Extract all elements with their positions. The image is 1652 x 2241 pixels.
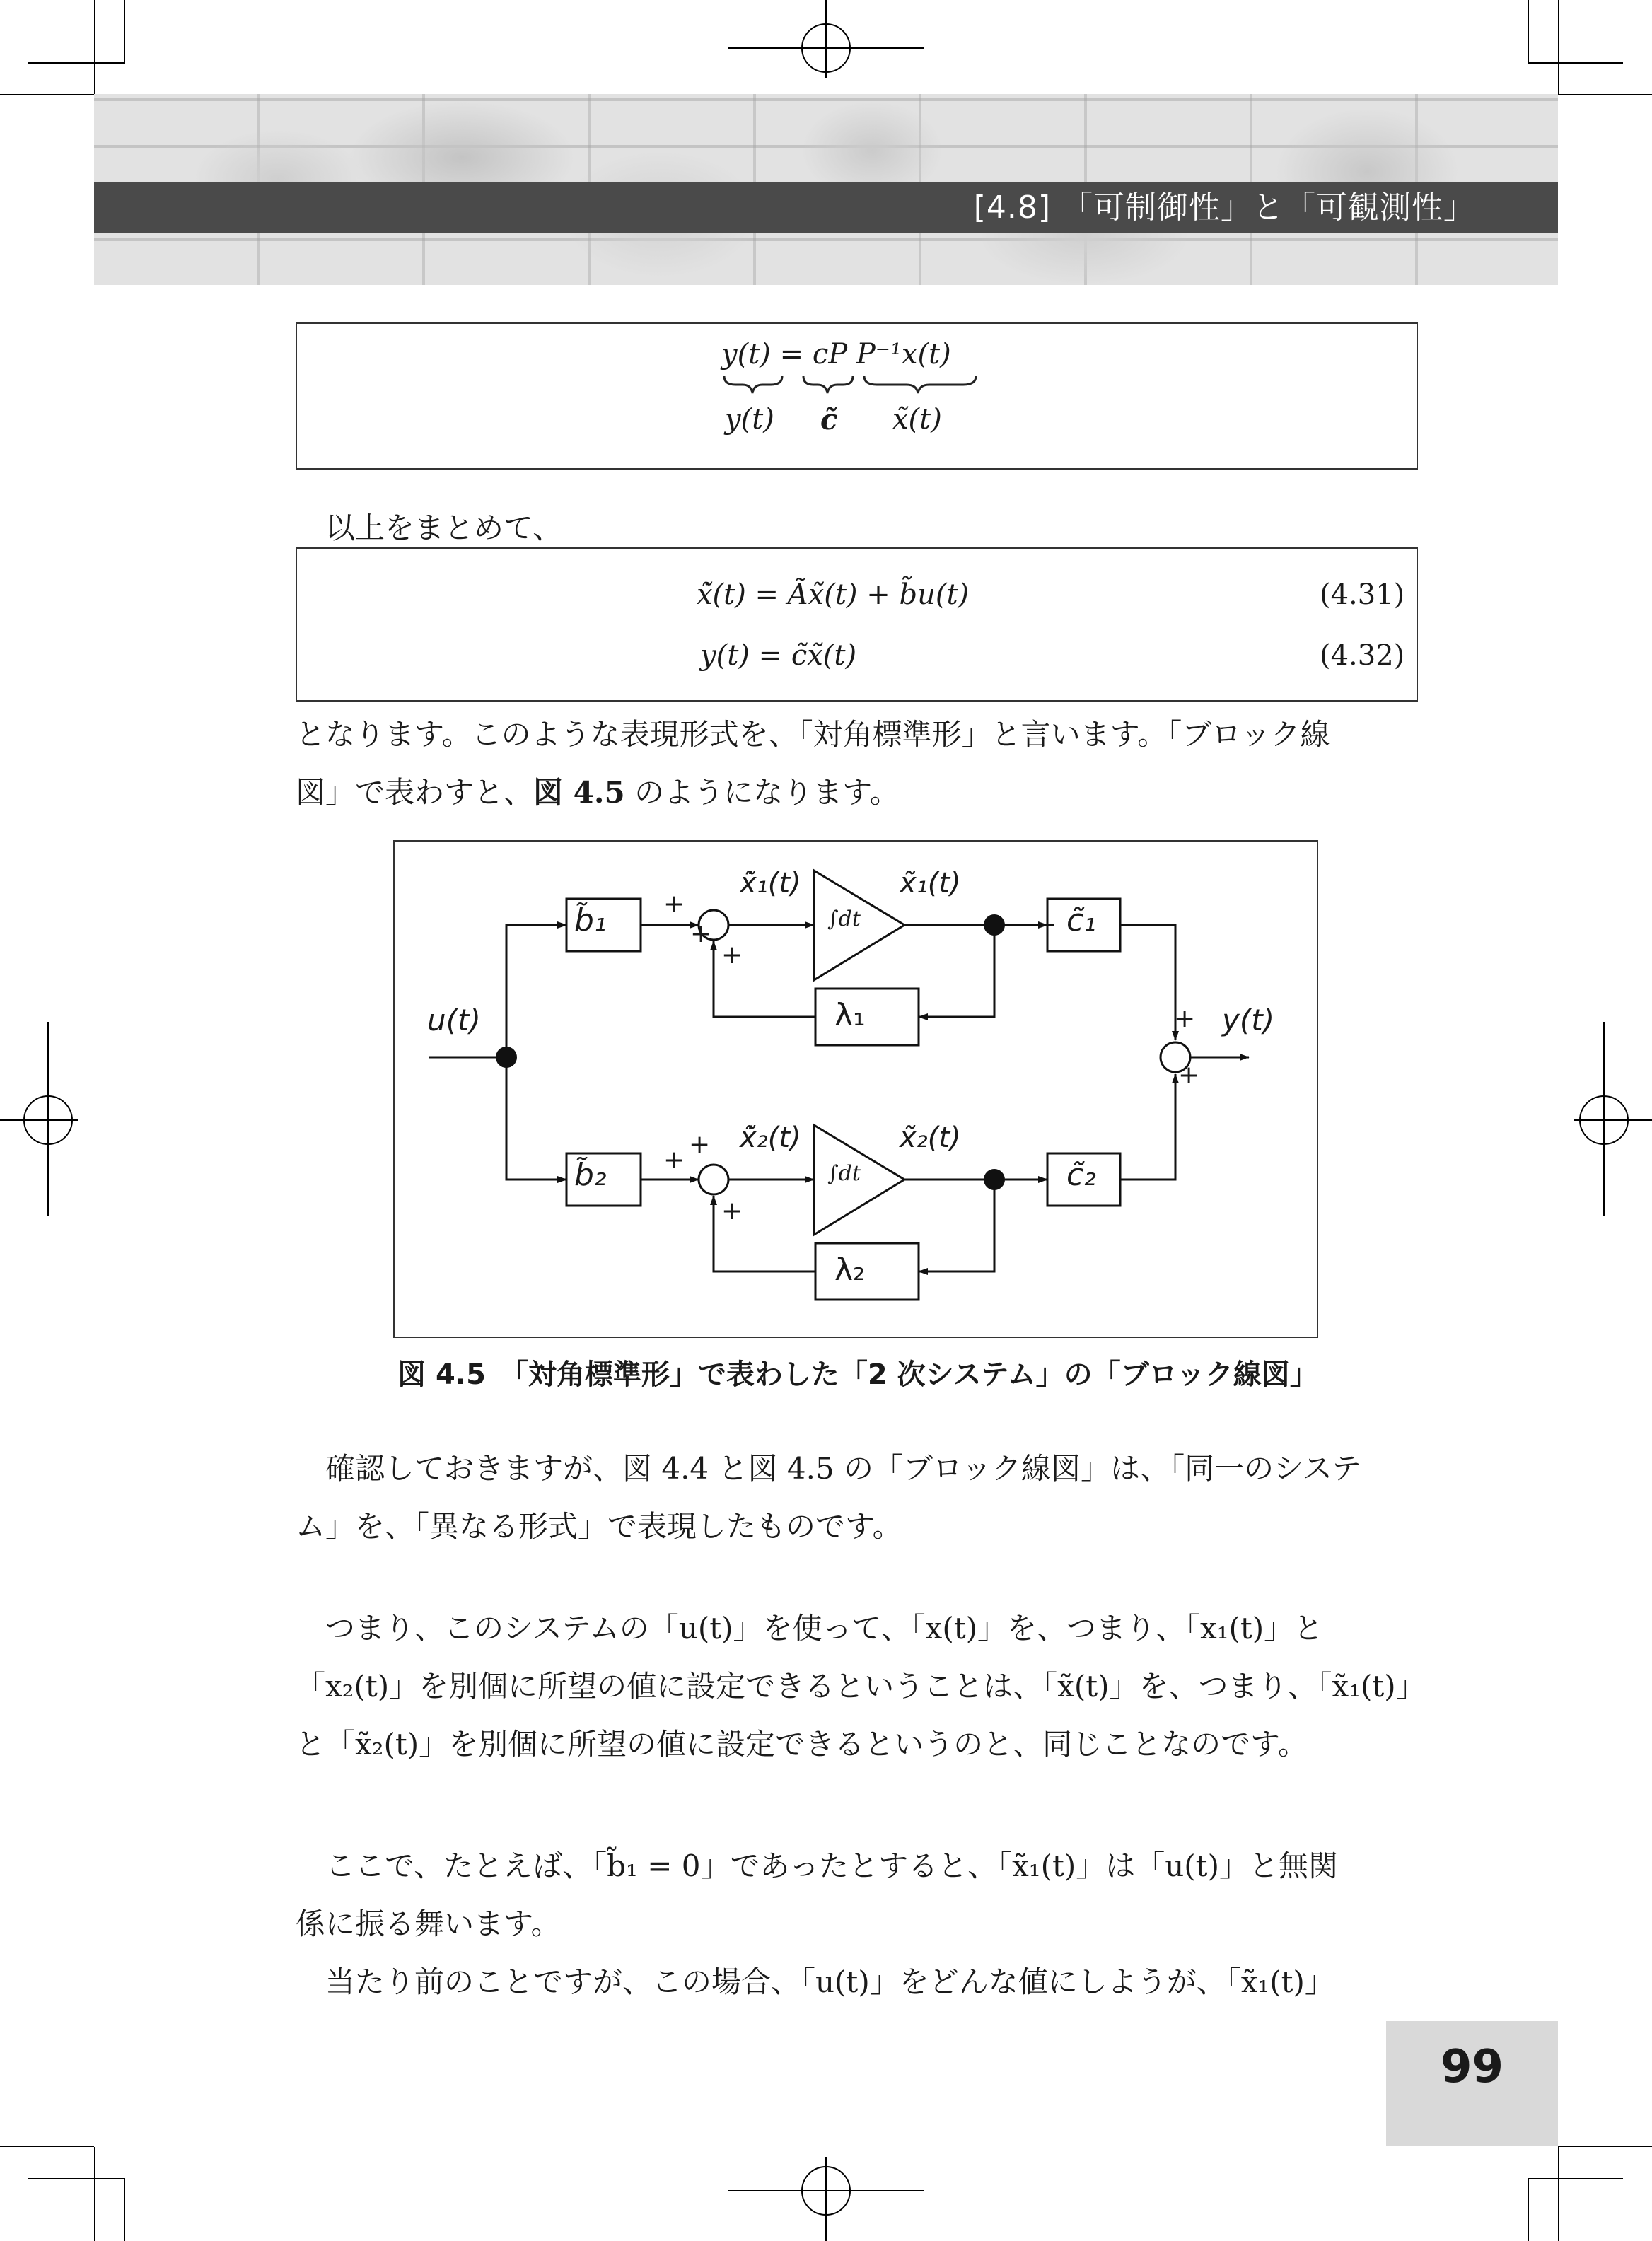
- paragraph-line: と「x̃₂(t)」を別個に所望の値に設定できるというのと、同じことなのです。: [296, 1727, 1308, 1762]
- paragraph-line: [296, 764, 1420, 822]
- label-c1: c̃₁: [1066, 902, 1096, 938]
- c1-to-output-sum: [1120, 925, 1175, 1040]
- block-lambda2: [815, 1243, 919, 1300]
- label-x1dot: x̃̇₁(t): [740, 867, 801, 900]
- paragraph-line: ここで、たとえば、「b̃₁ = 0」であったとすると、「x̃₁(t)」は「u(t)」と無関: [325, 1849, 1338, 1883]
- paragraph-line: 当たり前のことですが、この場合、「u(t)」をどんな値にしようが、「x̃₁(t)」: [325, 1964, 1334, 1999]
- plus-sign: +: [1178, 1061, 1200, 1090]
- plus-sign: +: [663, 890, 685, 919]
- sum-junction-2: [699, 1165, 728, 1194]
- label-x2dot: x̃̇₂(t): [740, 1122, 801, 1154]
- brace-label-c: c̃: [820, 403, 838, 436]
- plus-sign: +: [721, 1197, 743, 1226]
- label-integrator-2: ∫dt: [827, 1161, 861, 1186]
- plus-sign: +: [721, 941, 743, 970]
- intro-text: 以上をまとめて、: [325, 511, 563, 545]
- brace-label-y: y(t): [725, 403, 774, 436]
- lower-branch: [506, 1057, 566, 1180]
- page-number: 99: [1440, 2041, 1504, 2093]
- block-lambda1: [815, 989, 919, 1045]
- label-input: u(t): [427, 1003, 481, 1037]
- paragraph-line: 「x₂(t)」を別個に所望の値に設定できるということは、「x̃(t)」を、つまり、「x̃₁(t)」: [296, 1669, 1426, 1704]
- state-equation: x̃̇(t) = Ãx̃(t) + b̃u(t): [697, 578, 970, 611]
- underbraces: [714, 373, 997, 402]
- text-span: 図」で表わすと、: [296, 775, 534, 810]
- label-c2: c̃₂: [1066, 1157, 1096, 1193]
- label-b2: b̃₂: [574, 1157, 607, 1193]
- feedback2-line: [919, 1180, 994, 1271]
- label-b1: b̃₁: [574, 902, 607, 938]
- paragraph-line: ム」を、「異なる形式」で表現したものです。: [296, 1509, 902, 1544]
- equation-number-4-32: (4.32): [1320, 639, 1405, 672]
- equation-box-diagonal: [296, 547, 1418, 702]
- equation-transform-line: y(t) = cP P⁻¹x(t): [721, 338, 951, 371]
- paragraph-line: となります。このような表現形式を、「対角標準形」と言います。「ブロック線: [296, 717, 1330, 752]
- text-span: のようになります。: [624, 775, 900, 810]
- label-lambda1: λ₁: [834, 997, 866, 1033]
- label-x2: x̃₂(t): [900, 1122, 961, 1154]
- branch-node-x1: [984, 914, 1005, 936]
- label-lambda2: λ₂: [834, 1252, 866, 1288]
- label-integrator-1: ∫dt: [827, 907, 861, 931]
- figure-caption: 図 4.5 「対角標準形」で表わした「2 次システム」の「ブロック線図」: [397, 1358, 1318, 1391]
- plus-sign: +: [663, 1146, 685, 1175]
- figure-reference: 図 4.5: [533, 775, 625, 810]
- output-equation: y(t) = c̃x̃(t): [700, 639, 857, 672]
- plus-sign: +: [689, 1130, 711, 1159]
- label-output: y(t): [1222, 1003, 1275, 1037]
- branch-node-x2: [984, 1169, 1005, 1190]
- paragraph-line: 係に振る舞います。: [296, 1907, 561, 1941]
- plus-sign: +: [690, 919, 712, 948]
- equation-number-4-31: (4.31): [1320, 578, 1405, 611]
- upper-branch: [506, 925, 566, 1057]
- plus-sign: +: [1174, 1004, 1196, 1033]
- section-title: [4.8] 「可制御性」と「可観測性」: [973, 190, 1475, 226]
- branch-node-input: [496, 1047, 517, 1068]
- label-x1: x̃₁(t): [900, 867, 961, 900]
- brace-label-x: x̃(t): [892, 403, 942, 436]
- feedback1-line: [919, 925, 994, 1017]
- paragraph-line: つまり、このシステムの「u(t)」を使って、「x(t)」を、つまり、「x₁(t)」と: [325, 1611, 1324, 1646]
- paragraph-line: 確認しておきますが、図 4.4 と図 4.5 の「ブロック線図」は、「同一のシステ: [325, 1451, 1362, 1486]
- c2-to-output-sum: [1120, 1074, 1175, 1180]
